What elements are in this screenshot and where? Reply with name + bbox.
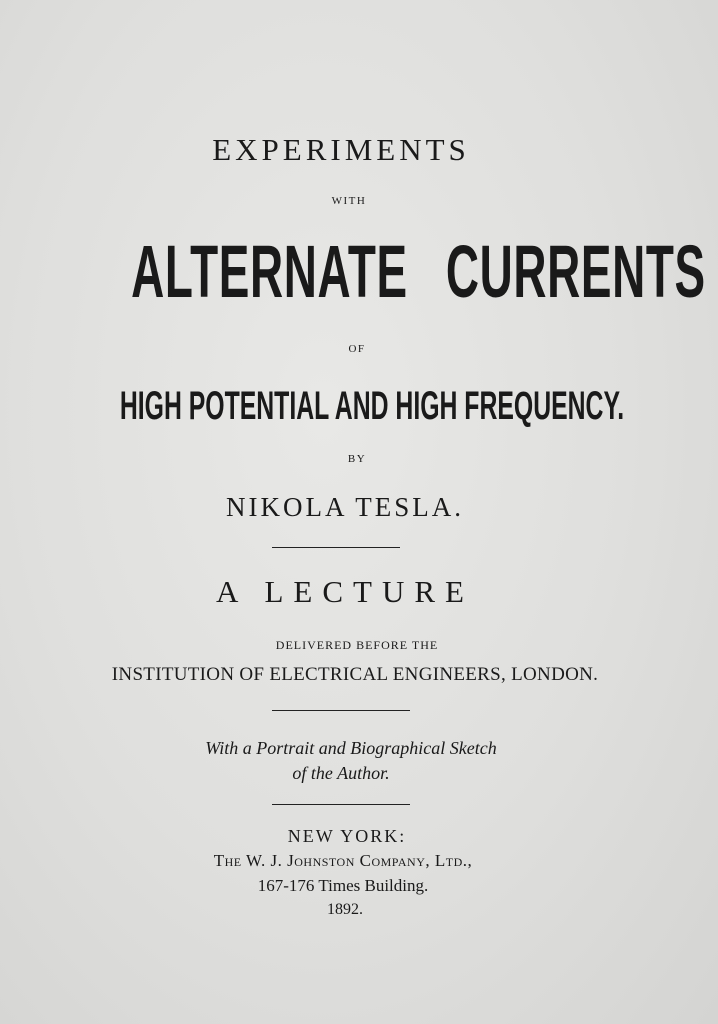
- publisher-address: 167-176 Times Building.: [257, 876, 429, 895]
- author-name: NIKOLA TESLA.: [226, 492, 464, 522]
- divider-rule: [272, 710, 410, 711]
- publisher-name: The W. J. Johnston Company, Ltd.,: [213, 851, 473, 870]
- divider-rule: [272, 804, 410, 805]
- heading-experiments: EXPERIMENTS: [212, 132, 470, 167]
- main-title: ALTERNATE CURRENTS: [131, 230, 706, 313]
- divider-rule: [272, 547, 400, 548]
- publication-city: NEW YORK:: [287, 826, 407, 846]
- connector-with: WITH: [331, 195, 367, 207]
- connector-by: BY: [347, 453, 367, 465]
- delivered-before: DELIVERED BEFORE THE: [275, 638, 439, 652]
- connector-of: OF: [348, 343, 366, 355]
- institution-name: INSTITUTION OF ELECTRICAL ENGINEERS, LONDON.: [111, 664, 599, 685]
- portrait-note-line-2: of the Author.: [292, 763, 390, 783]
- portrait-note-line-1: With a Portrait and Biographical Sketch: [205, 738, 497, 758]
- subtitle: HIGH POTENTIAL AND HIGH FREQUENCY.: [119, 384, 625, 428]
- lecture-heading: A LECTURE: [216, 574, 474, 609]
- publication-year: 1892.: [327, 901, 363, 918]
